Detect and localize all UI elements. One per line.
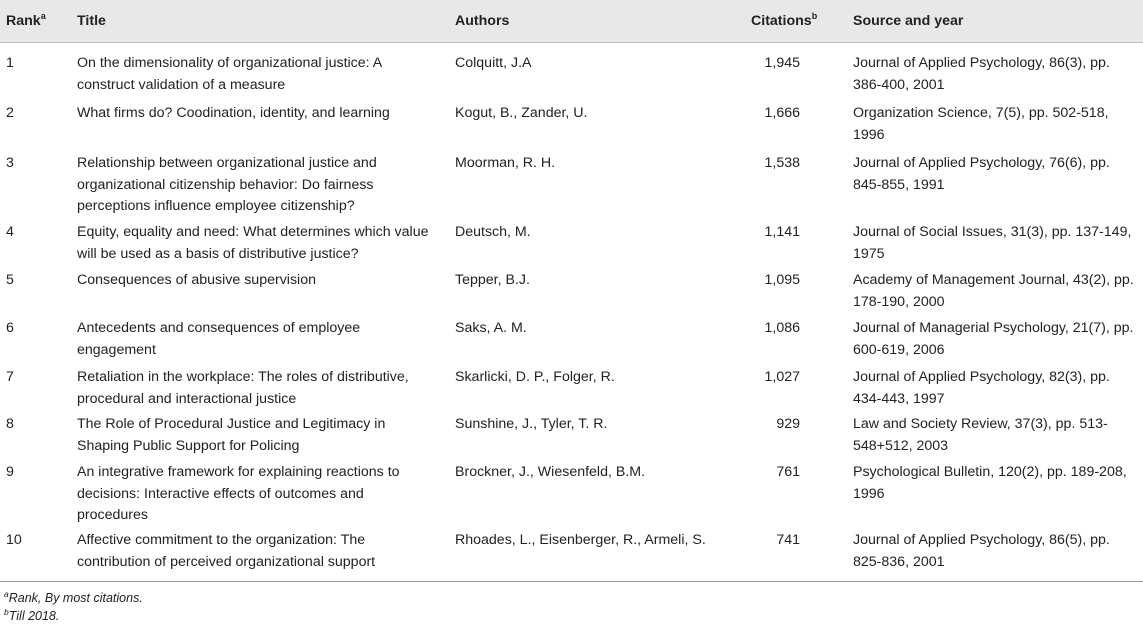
cell-citations: 1,538 — [764, 155, 800, 171]
cell-title: The Role of Procedural Justice and Legitimacy in Shaping Public Support for Policing — [77, 416, 386, 454]
cell-rank: 7 — [6, 369, 14, 385]
cell-citations: 1,141 — [764, 224, 800, 240]
cell-citations: 761 — [776, 464, 800, 480]
footnote-a — [4, 591, 143, 606]
cell-title: What firms do? Coodination, identity, and learning — [77, 105, 390, 121]
footnote-mark: a — [4, 589, 9, 599]
header-authors: Authors — [455, 13, 510, 29]
cell-rank: 4 — [6, 224, 14, 240]
cell-citations: 1,666 — [764, 105, 800, 121]
table-bottom-rule — [0, 581, 1143, 582]
cell-citations: 1,027 — [764, 369, 800, 385]
header-source: Source and year — [853, 13, 964, 29]
cell-source: Journal of Managerial Psychology, 21(7), pp. 600-619, 2006 — [853, 320, 1134, 358]
cell-source: Journal of Applied Psychology, 82(3), pp. 434-443, 1997 — [853, 369, 1110, 407]
footnote-b — [4, 609, 59, 624]
cell-title: An integrative framework for explaining reactions to decisions: Interactive effects of outcomes and procedures — [77, 464, 400, 523]
table-header — [0, 0, 1143, 43]
footnote-text: Till 2018. — [8, 609, 60, 623]
cell-source: Psychological Bulletin, 120(2), pp. 189-208, 1996 — [853, 464, 1127, 502]
header-rank — [6, 13, 46, 30]
cell-rank: 6 — [6, 320, 14, 336]
footnote-text: Rank, By most citations. — [8, 591, 143, 605]
footnote-mark: b — [4, 607, 9, 617]
cell-citations: 741 — [776, 532, 800, 548]
cell-authors: Colquitt, J.A — [455, 55, 532, 71]
header-rank-footnote-mark: a — [40, 11, 46, 21]
cell-title: Equity, equality and need: What determines which value will be used as a basis of distributive justice? — [77, 224, 429, 262]
cell-authors: Kogut, B., Zander, U. — [455, 105, 588, 121]
cell-title: Relationship between organizational justice and organizational citizenship behavior: Do fairness perceptions influence employee citizenship? — [77, 155, 377, 214]
header-citations — [751, 13, 817, 30]
cell-source: Law and Society Review, 37(3), pp. 513-548+512, 2003 — [853, 416, 1108, 454]
cell-citations: 929 — [776, 416, 800, 432]
header-citations-label: Citations — [751, 13, 812, 29]
cell-authors: Skarlicki, D. P., Folger, R. — [455, 369, 615, 385]
header-citations-footnote-mark: b — [811, 11, 818, 21]
cell-rank: 2 — [6, 105, 14, 121]
cell-title: Affective commitment to the organization: The contribution of perceived organizational support — [77, 532, 376, 570]
cell-authors: Tepper, B.J. — [455, 272, 530, 288]
cell-title: Antecedents and consequences of employee engagement — [77, 320, 361, 358]
cell-source: Academy of Management Journal, 43(2), pp. 178-190, 2000 — [853, 272, 1134, 310]
header-title: Title — [77, 13, 106, 29]
cell-citations: 1,095 — [764, 272, 800, 288]
cell-source: Journal of Applied Psychology, 86(5), pp. 825-836, 2001 — [853, 532, 1110, 570]
cell-title: Retaliation in the workplace: The roles of distributive, procedural and interactional justice — [77, 369, 409, 407]
cell-rank: 10 — [6, 532, 22, 548]
cell-authors: Deutsch, M. — [455, 224, 531, 240]
cell-rank: 5 — [6, 272, 14, 288]
cell-citations: 1,945 — [764, 55, 800, 71]
cell-source: Journal of Applied Psychology, 76(6), pp. 845-855, 1991 — [853, 155, 1110, 193]
cell-title: On the dimensionality of organizational justice: A construct validation of a measure — [77, 55, 382, 93]
cell-authors: Rhoades, L., Eisenberger, R., Armeli, S. — [455, 532, 706, 548]
cell-authors: Brockner, J., Wiesenfeld, B.M. — [455, 464, 646, 480]
cell-authors: Sunshine, J., Tyler, T. R. — [455, 416, 608, 432]
header-rank-label: Rank — [6, 13, 41, 29]
cell-rank: 3 — [6, 155, 14, 171]
cell-citations: 1,086 — [764, 320, 800, 336]
cell-authors: Moorman, R. H. — [455, 155, 556, 171]
cell-title: Consequences of abusive supervision — [77, 272, 316, 288]
cell-rank: 8 — [6, 416, 14, 432]
cell-source: Journal of Social Issues, 31(3), pp. 137-149, 1975 — [853, 224, 1132, 262]
cell-source: Journal of Applied Psychology, 86(3), pp. 386-400, 2001 — [853, 55, 1110, 93]
cell-rank: 1 — [6, 55, 14, 71]
cell-rank: 9 — [6, 464, 14, 480]
cell-authors: Saks, A. M. — [455, 320, 527, 336]
cell-source: Organization Science, 7(5), pp. 502-518, 1996 — [853, 105, 1109, 143]
